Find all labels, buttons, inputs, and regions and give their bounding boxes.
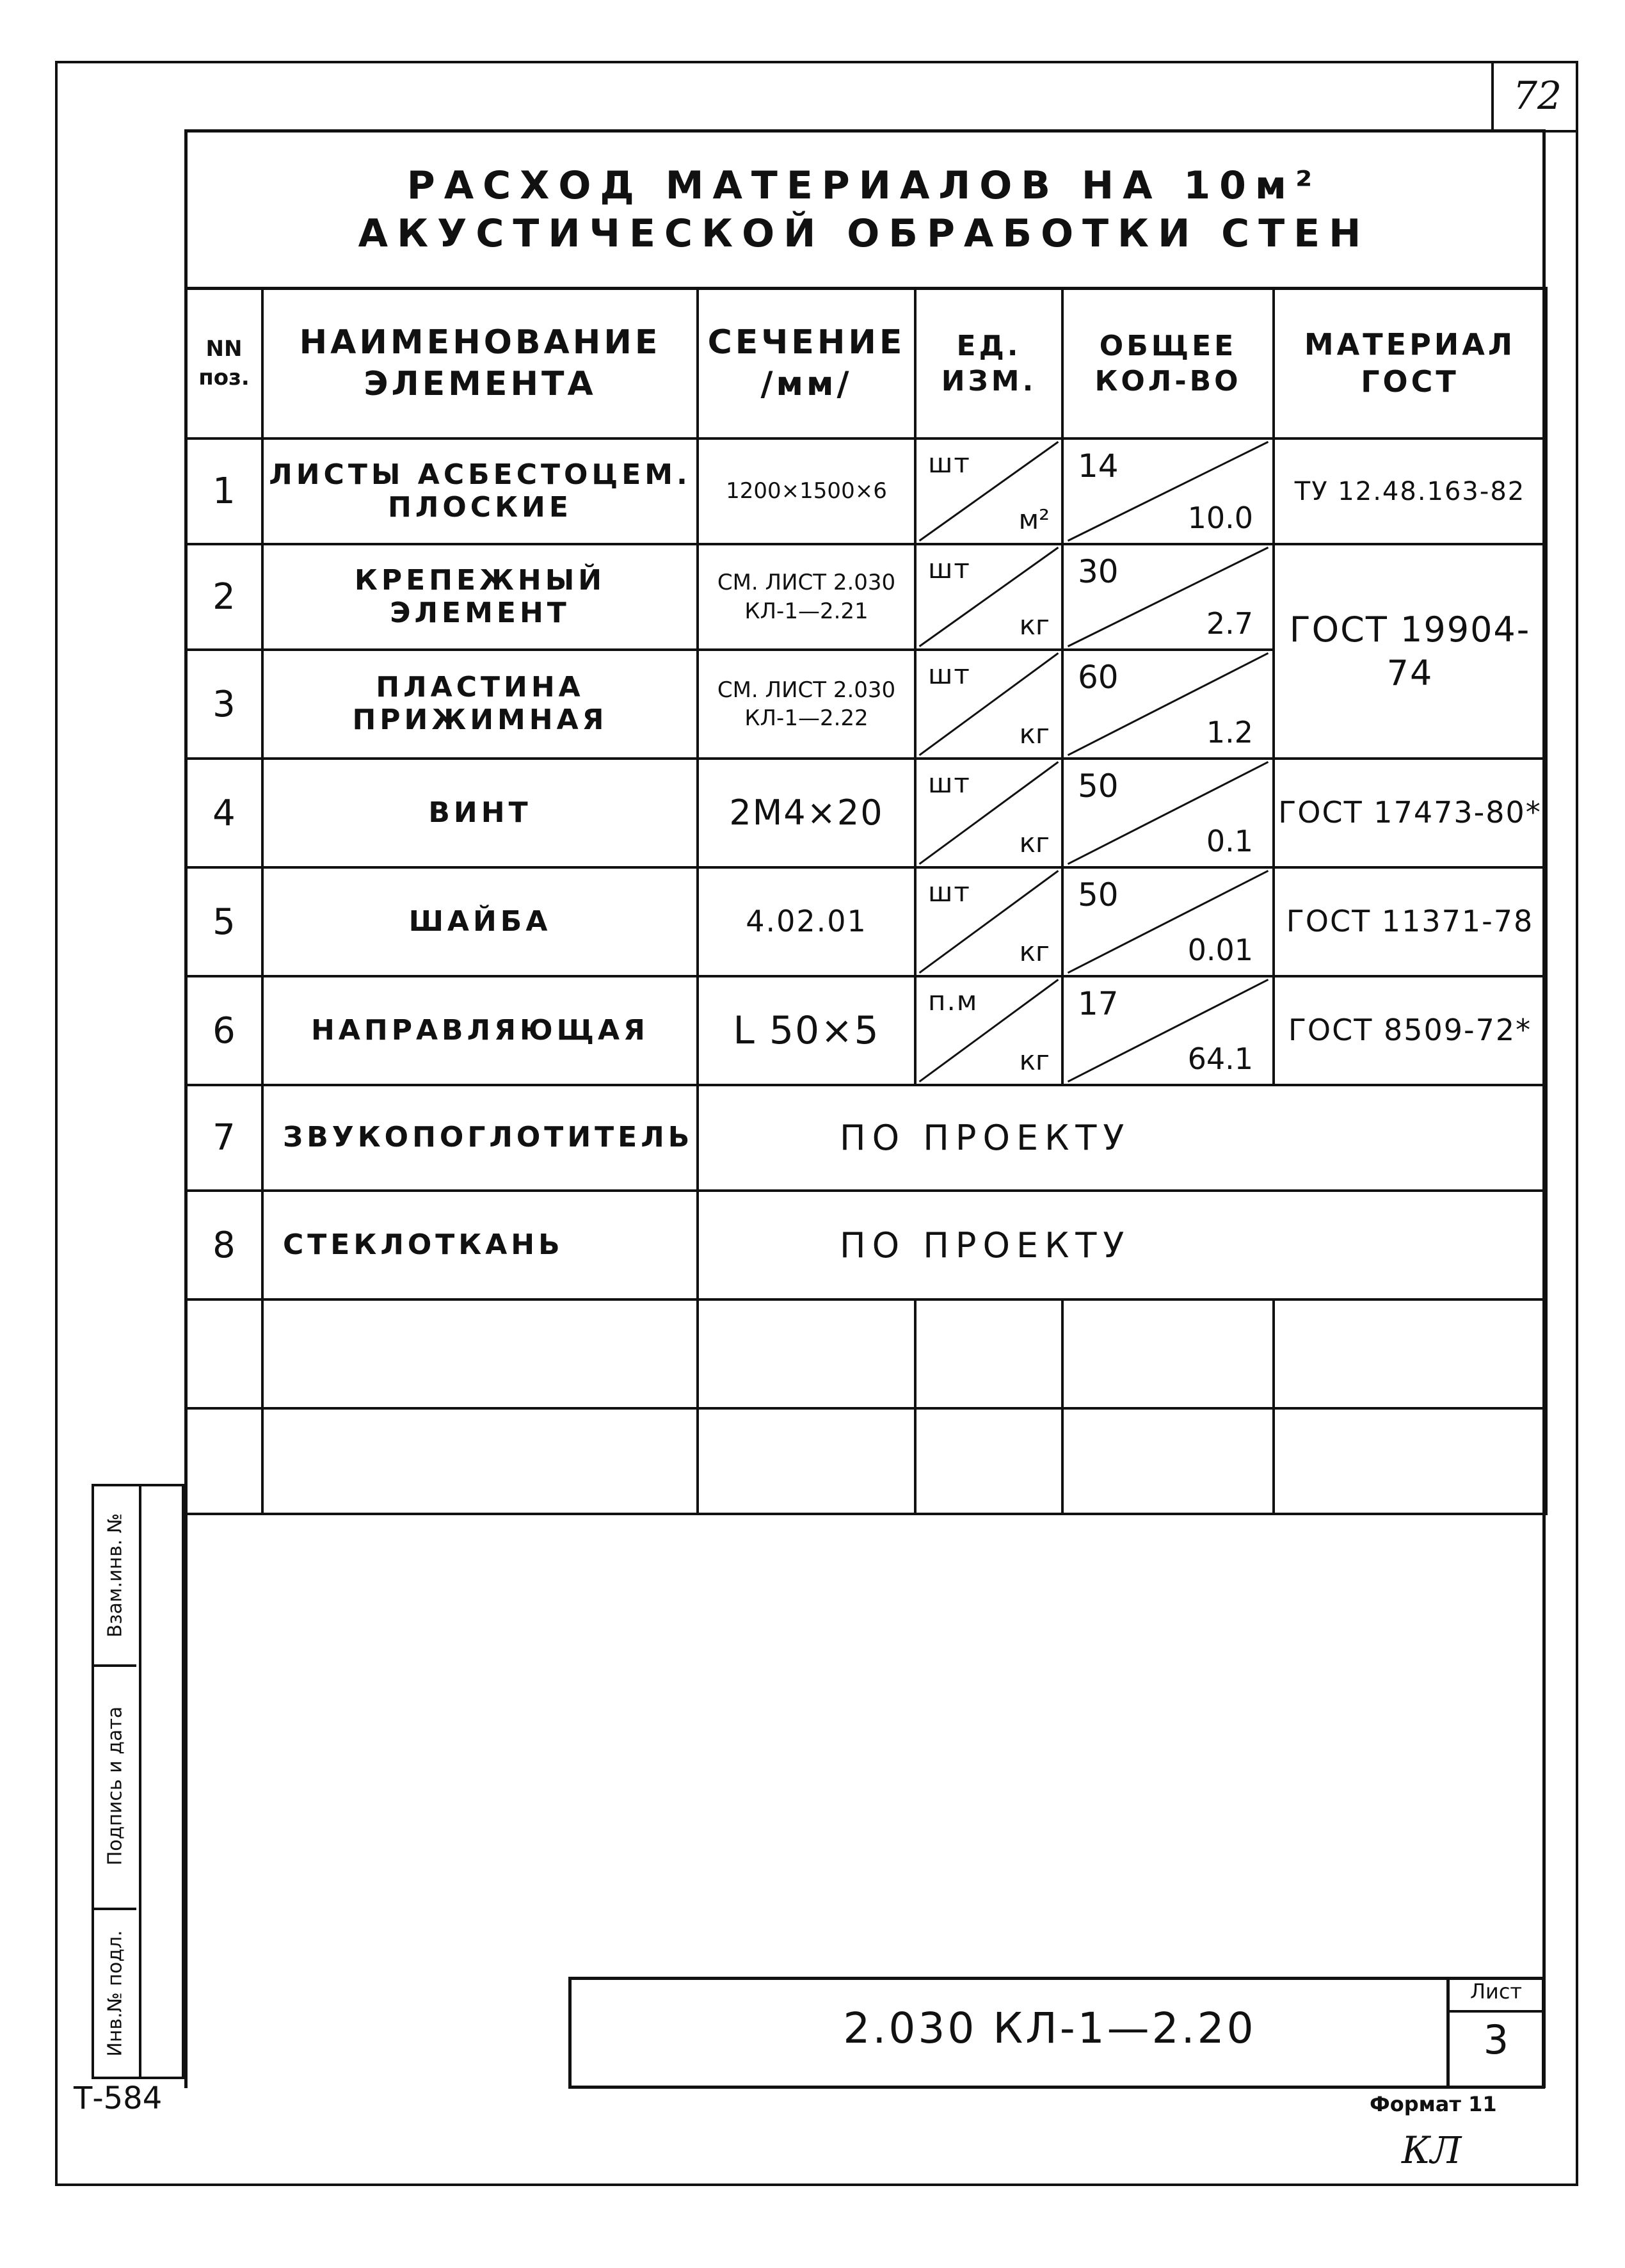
sidebar-label-inv-original: Инв.№ подл. <box>104 1930 127 2057</box>
signature-initials: КЛ <box>1402 2128 1462 2172</box>
row-qty <box>1062 544 1274 650</box>
unit-bottom: кг <box>1019 827 1050 858</box>
qty-bottom: 1.2 <box>1206 715 1253 750</box>
sheet-label: Лист <box>1450 1979 1542 2013</box>
qty-bottom: 2.7 <box>1206 606 1253 641</box>
row-pos: 8 <box>186 1191 262 1299</box>
qty-top: 17 <box>1078 985 1119 1022</box>
row-qty <box>1062 438 1274 544</box>
sidebar-label-column <box>94 1486 141 2077</box>
row-pos: 7 <box>186 1085 262 1191</box>
qty-bottom: 0.1 <box>1206 824 1253 858</box>
row-pos: 2 <box>186 544 262 650</box>
row-qty <box>1062 976 1274 1085</box>
table-row <box>186 1191 1546 1299</box>
row-section: 2М4×20 <box>698 759 915 867</box>
qty-top: 50 <box>1078 768 1119 805</box>
qty-top: 60 <box>1078 659 1119 696</box>
header-name: НАИМЕНОВАНИЕ ЭЛЕМЕНТА <box>262 288 698 438</box>
row-material: ГОСТ 17473-80* <box>1274 759 1546 867</box>
table-row-empty <box>186 1408 1546 1514</box>
row-section: 4.02.01 <box>698 867 915 976</box>
row-name: ЗВУКОПОГЛОТИТЕЛЬ <box>262 1085 698 1191</box>
row-material: ГОСТ 11371-78 <box>1274 867 1546 976</box>
qty-top: 30 <box>1078 553 1119 590</box>
header-unit: ЕД. ИЗМ. <box>915 288 1062 438</box>
materials-table <box>184 287 1548 1515</box>
row-unit <box>915 976 1062 1085</box>
row-unit <box>915 438 1062 544</box>
row-name: ЛИСТЫ АСБЕСТОЦЕМ. ПЛОСКИЕ <box>262 438 698 544</box>
header-pos: NN поз. <box>186 288 262 438</box>
unit-top: шт <box>928 447 971 479</box>
unit-bottom: кг <box>1019 609 1050 641</box>
row-qty <box>1062 867 1274 976</box>
header-section: СЕЧЕНИЕ /мм/ <box>698 288 915 438</box>
approval-sidebar <box>92 1484 184 2079</box>
qty-top: 14 <box>1078 447 1119 485</box>
row-merged: ПО ПРОЕКТУ <box>698 1191 1546 1299</box>
header-material: МАТЕРИАЛ ГОСТ <box>1274 288 1546 438</box>
row-pos: 3 <box>186 650 262 759</box>
qty-top: 50 <box>1078 876 1119 913</box>
unit-top: шт <box>928 768 971 799</box>
row-name: СТЕКЛОТКАНЬ <box>262 1191 698 1299</box>
format-label: Формат 11 <box>1370 2092 1497 2116</box>
sheet-number: 72 <box>1512 74 1562 118</box>
row-section: СМ. ЛИСТ 2.030 КЛ-1—2.21 <box>698 544 915 650</box>
unit-top: шт <box>928 659 971 690</box>
unit-bottom: кг <box>1019 936 1050 967</box>
row-unit <box>915 759 1062 867</box>
row-section: 1200×1500×6 <box>698 438 915 544</box>
sidebar-label-signature-date: Подпись и дата <box>104 1706 127 1866</box>
qty-bottom: 0.01 <box>1187 933 1253 967</box>
row-name: ШАЙБА <box>262 867 698 976</box>
row-name: НАПРАВЛЯЮЩАЯ <box>262 976 698 1085</box>
row-material: ГОСТ 8509-72* <box>1274 976 1546 1085</box>
row-qty <box>1062 650 1274 759</box>
row-unit <box>915 867 1062 976</box>
row-pos: 4 <box>186 759 262 867</box>
row-name: ПЛАСТИНА ПРИЖИМНАЯ <box>262 650 698 759</box>
row-material: ТУ 12.48.163-82 <box>1274 438 1546 544</box>
title-line-2: АКУСТИЧЕСКОЙ ОБРАБОТКИ СТЕН <box>358 211 1370 256</box>
sheet-value: 3 <box>1483 2016 1509 2063</box>
row-name: КРЕПЕЖНЫЙ ЭЛЕМЕНТ <box>262 544 698 650</box>
sidebar-label-replace-inv: Взам.инв. № <box>104 1513 127 1638</box>
header-qty: ОБЩЕЕ КОЛ-ВО <box>1062 288 1274 438</box>
table-header-row <box>186 288 1546 438</box>
table-row <box>186 1085 1546 1191</box>
row-unit <box>915 650 1062 759</box>
table-row <box>186 867 1546 976</box>
row-unit <box>915 544 1062 650</box>
unit-top: п.м <box>928 985 979 1017</box>
row-material: ГОСТ 19904-74 <box>1274 544 1546 759</box>
row-name: ВИНТ <box>262 759 698 867</box>
unit-top: шт <box>928 876 971 908</box>
qty-bottom: 10.0 <box>1187 501 1253 535</box>
row-section: L 50×5 <box>698 976 915 1085</box>
unit-bottom: кг <box>1019 718 1050 750</box>
row-section: СМ. ЛИСТ 2.030 КЛ-1—2.22 <box>698 650 915 759</box>
row-qty <box>1062 759 1274 867</box>
unit-top: шт <box>928 553 971 584</box>
unit-bottom: м² <box>1018 504 1050 535</box>
archive-code: Т-584 <box>74 2080 163 2116</box>
row-pos: 1 <box>186 438 262 544</box>
title-line-1: РАСХОД МАТЕРИАЛОВ НА 10м² <box>406 163 1322 208</box>
qty-bottom: 64.1 <box>1187 1042 1253 1076</box>
table-row <box>186 438 1546 544</box>
row-pos: 5 <box>186 867 262 976</box>
table-row <box>186 759 1546 867</box>
document-code: 2.030 КЛ-1—2.20 <box>843 2004 1256 2053</box>
table-row-empty <box>186 1299 1546 1408</box>
table-row <box>186 976 1546 1085</box>
row-merged: ПО ПРОЕКТУ <box>698 1085 1546 1191</box>
row-pos: 6 <box>186 976 262 1085</box>
table-row <box>186 544 1546 650</box>
unit-bottom: кг <box>1019 1045 1050 1076</box>
